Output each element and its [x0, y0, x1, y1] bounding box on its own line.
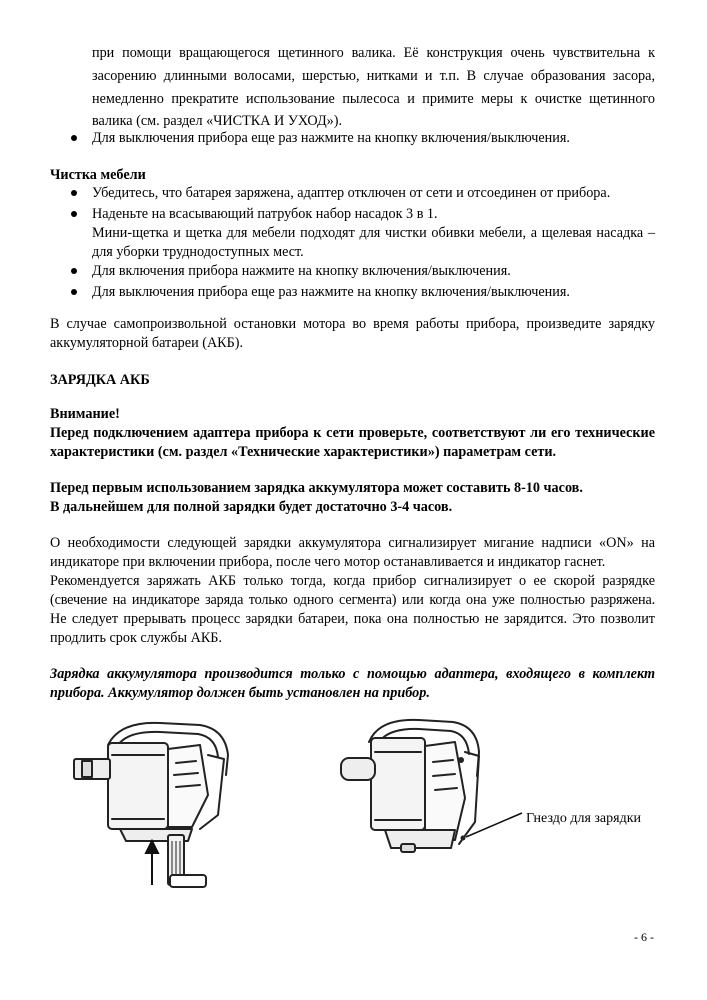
motor-stop-line-1: В случае самопроизвольной остановки мотора во время работы прибора, произведите зарядку — [50, 316, 655, 332]
first-charge-line-2: В дальнейшем для полной зарядки будет достаточно 3-4 часов. — [50, 499, 453, 515]
bullet-icon — [71, 289, 77, 295]
caption-pointer-line — [460, 805, 530, 845]
adapter-note-line-2: прибора. Аккумулятор должен быть установлен на прибор. — [50, 685, 430, 701]
furniture-item-4: Для выключения прибора еще раз нажмите на кнопку включения/выключения. — [92, 284, 570, 300]
bullet-power-off: Для выключения прибора еще раз нажмите на кнопку включения/выключения. — [92, 130, 570, 146]
attention-title: Внимание! — [50, 406, 120, 422]
furniture-item-2-cont-1: Мини-щетка и щетка для мебели подходят для чистки обивки мебели, а щелевая насадка – — [92, 225, 655, 241]
bullet-icon — [71, 135, 77, 141]
adapter-note-line-1: Зарядка аккумулятора производится только с помощью адаптера, входящего в комплект — [50, 666, 655, 682]
indicator-line-4: (свечение на индикаторе заряда только одного сегмента) или когда она уже полностью разряжена. — [50, 592, 655, 608]
intro-line-1: при помощи вращающегося щетинного валика. Её конструкция очень чувствительна к — [92, 45, 655, 61]
intro-line-2: засорению длинными волосами, шерстью, нитками и т.п. В случае образования засора, — [92, 68, 655, 84]
motor-stop-line-2: аккумуляторной батареи (АКБ). — [50, 335, 244, 351]
indicator-line-2: индикаторе при включении прибора, после чего мотор останавливается и индикатор гаснет. — [50, 554, 606, 570]
bullet-icon — [71, 190, 77, 196]
intro-line-3: немедленно прекратите использование пылесоса и примите меры к очистке щетинного — [92, 91, 655, 107]
bullet-icon — [71, 211, 77, 217]
bullet-icon — [71, 268, 77, 274]
charging-heading: ЗАРЯДКА АКБ — [50, 372, 150, 388]
furniture-item-1: Убедитесь, что батарея заряжена, адаптер отключен от сети и отсоединен от прибора. — [92, 185, 611, 201]
indicator-line-5: Не следует прерывать процесс зарядки батареи, пока она полностью не зарядится. Это позволит — [50, 611, 655, 627]
intro-line-4: валика (см. раздел «ЧИСТКА И УХОД»). — [92, 113, 342, 129]
furniture-item-2-cont-2: для уборки труднодоступных мест. — [92, 244, 304, 260]
page-number: - 6 - — [634, 930, 654, 944]
furniture-heading: Чистка мебели — [50, 167, 146, 183]
indicator-line-1: О необходимости следующей зарядки аккумулятора сигнализирует мигание надписи «ON» на — [50, 535, 655, 551]
figure-caption: Гнездо для зарядки — [526, 811, 641, 826]
indicator-line-3: Рекомендуется заряжать АКБ только тогда, когда прибор сигнализирует о ее скорой разрядке — [50, 573, 655, 589]
indicator-line-6: продлить срок службы АКБ. — [50, 630, 223, 646]
first-charge-line-1: Перед первым использованием зарядка аккумулятора может составить 8-10 часов. — [50, 480, 583, 496]
vacuum-battery-illustration — [60, 715, 270, 900]
attention-line-2: характеристики (см. раздел «Технические характеристики») параметрам сети. — [50, 444, 557, 460]
attention-line-1: Перед подключением адаптера прибора к сети проверьте, соответствуют ли его технические — [50, 425, 655, 441]
furniture-item-2: Наденьте на всасывающий патрубок набор насадок 3 в 1. — [92, 206, 438, 222]
furniture-item-3: Для включения прибора нажмите на кнопку включения/выключения. — [92, 263, 511, 279]
